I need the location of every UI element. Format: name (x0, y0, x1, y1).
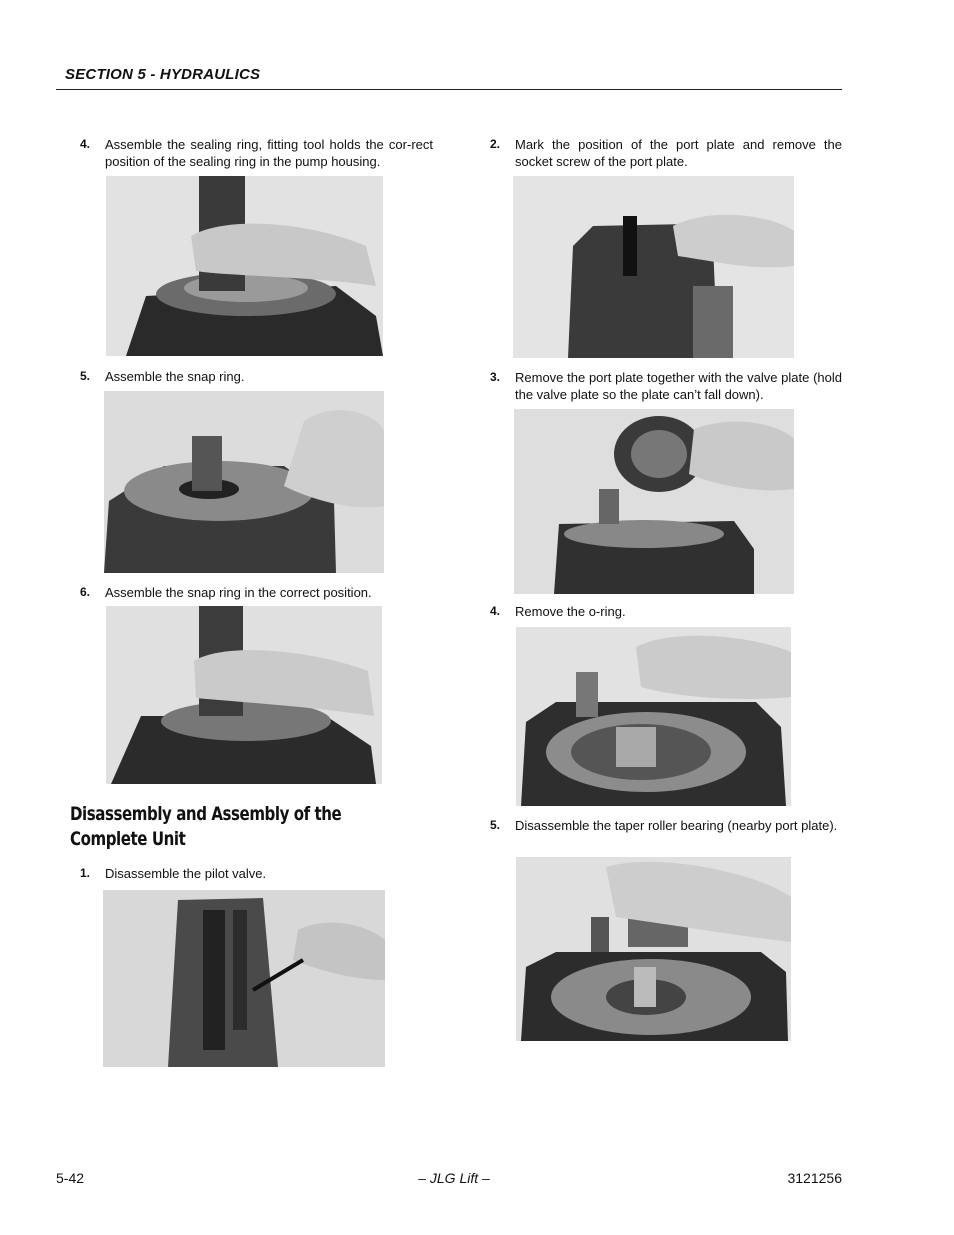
step-number: 4. (80, 137, 91, 151)
step-text: Assemble the snap ring. (105, 369, 245, 384)
step-text: Remove the port plate together with the valve plate (hold the valve plate so the plate can’t fall down). (515, 370, 842, 402)
step-number: 5. (490, 818, 501, 832)
photo-taper-roller-bearing (516, 857, 791, 1041)
step-text: Mark the position of the port plate and remove the socket screw of the port plate. (515, 137, 842, 169)
step-number: 4. (490, 604, 501, 618)
step-text: Remove the o-ring. (515, 604, 626, 619)
photo-snap-ring (104, 391, 384, 573)
section-heading: Disassembly and Assembly of the Complete Unit (70, 803, 342, 850)
photo-port-plate-valve-plate (514, 409, 794, 594)
photo-pilot-valve (103, 890, 385, 1067)
photo-snap-ring-correct-position (106, 606, 382, 784)
step-number: 3. (490, 370, 501, 384)
header-divider (56, 89, 842, 90)
step-number: 6. (80, 585, 91, 599)
step-text: Assemble the sealing ring, fitting tool holds the cor-rect position of the sealing ring in the pump housing. (105, 137, 433, 169)
step-number: 5. (80, 369, 91, 383)
step-text: Disassemble the taper roller bearing (nearby port plate). (515, 818, 838, 833)
step-text: Assemble the snap ring in the correct position. (105, 585, 372, 600)
step-text: Disassemble the pilot valve. (105, 866, 267, 881)
step-number: 1. (80, 866, 91, 880)
footer-page-number: 5-42 (56, 1170, 85, 1186)
photo-port-plate-screw (513, 176, 794, 358)
photo-o-ring (516, 627, 791, 806)
section-header-title: SECTION 5 - HYDRAULICS (65, 66, 261, 83)
photo-sealing-ring-fitting-tool (106, 176, 383, 356)
footer-doc-number: 3121256 (787, 1170, 842, 1186)
footer-center: – JLG Lift – (418, 1170, 490, 1186)
step-number: 2. (490, 137, 501, 151)
